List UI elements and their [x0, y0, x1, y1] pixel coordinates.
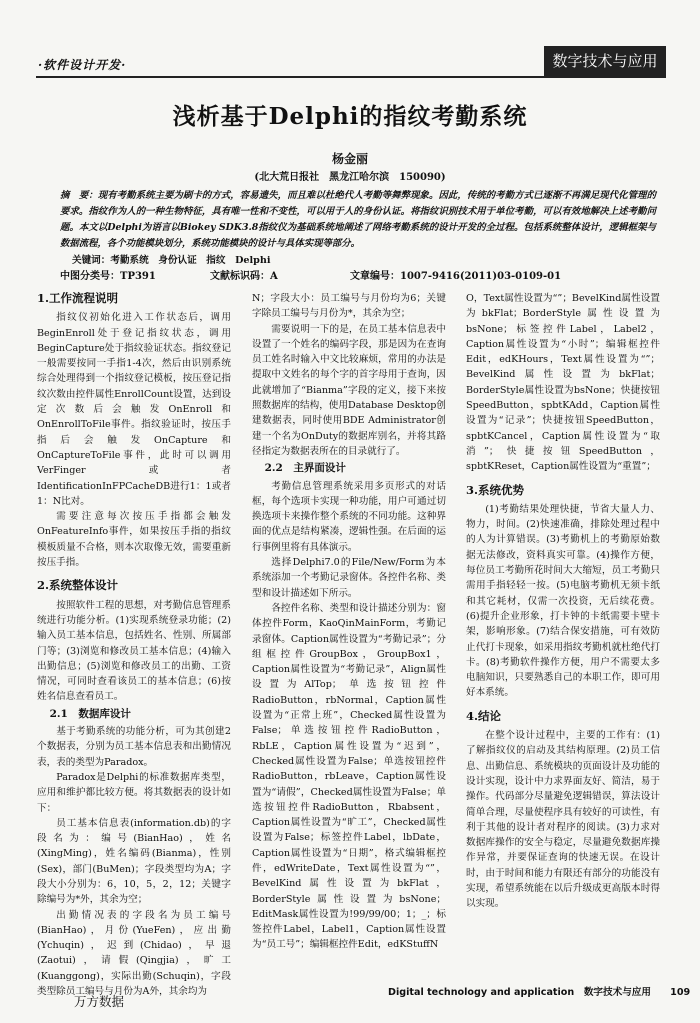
- abstract: 摘 要：现有考勤系统主要为刷卡的方式，容易遗失，而且难以杜绝代人考勤等舞弊现象。因此，传统的考勤方式已逐渐不再满足现代化管理的要求。指纹作为人的一种生物特征，具有唯一性和不变性，可以用于人的身份认证。将指纹识别技术用于单位考勤，可以有效地解决上述考勤问题。本文以Delphi为语言以Biokey SDK3.8指纹仪为基础系统地阐述了网络考勤系统的设计开发的全过程。包括系统整体设计，逻辑框架与数据流程，各个功能模块划分，系统功能模块的设计与具体实现等部分。: [60, 190, 656, 249]
- subsection-heading: 2.1 数据库设计: [49, 707, 131, 720]
- paragraph: Paradox是Delphi的标准数据库类型，应用和维护都比较方便。将其数据表的设计如下：: [37, 771, 231, 814]
- section-heading: 2.系统整体设计: [37, 578, 119, 593]
- paragraph: 员工基本信息表(information.db)的字段名为：编号(BianHao)，姓名(XingMing)，姓名编码(Bianma)，性别(Sex)，部门(BuMen)；字段类型均为A；字段大小分别为：6，10，5，2，12；关键字除编号为*外，其余为空；: [37, 817, 231, 906]
- paragraph: 基于考勤系统的功能分析，可为其创建2个数据表，分别为员工基本信息表和出勤情况表，表的类型为Paradox。: [37, 726, 231, 768]
- paragraph: (1)考勤结果处理快捷，节省大量人力、物力，时间。(2)快速准确，排除处理过程中的人为计算错误。(3)考勤机上的考勤原始数据无法修改，资料真实可靠。(4)操作方便，每位员工考勤所花时间大大缩短，员工考勤只需用手指轻轻一按。(5)电脑考勤机无须卡纸和其它耗材，仅需一次投资，无后续花费。(6)提升企业形象，打卡钟的卡纸需要卡壁卡架，影响形象。(7)结合保安措施，可有效防止代打卡现象，如采用指纹考勤机就杜绝代打卡。(8)考勤软件操作方便，用户不需要太多电脑知识，只要熟悉自己的本职工作，即可用好本系统。: [466, 503, 660, 699]
- keywords: 关键词：考勤系统 身份认证 指纹 Delphi: [72, 255, 271, 266]
- section-heading: 1.工作流程说明: [37, 291, 119, 305]
- section-heading: 3.系统优势: [466, 482, 525, 497]
- article-number: 文章编号：1007-9416(2011)03-0109-01: [350, 271, 562, 282]
- paragraph: 需要说明一下的是，在员工基本信息表中设置了一个姓名的编码字段，那是因为在查询员工姓名时输入中文比较麻烦，常用的办法是提取中文姓名的每个字的首字母用于查询，因此就增加了“Bianma”字段的定义，接下来按照数据库的结构，使用Database Desktop创建数据表，同时使用BDE Administrator创建一个名为OnDuty的数据库别名，并将其路径指定为数据表所在的目录就行了。: [252, 323, 446, 457]
- journal-footer: Digital technology and application 数字技术与应用 109: [388, 987, 691, 998]
- paragraph: 在整个设计过程中，主要的工作有：(1)了解指纹仪的启动及其结构原理。(2)员工信息、出勤信息、系统模块的页面设计及功能的设计实现，设计中力求界面友好、简洁，易于操作。代码部分尽量避免逻辑错误，算法设计简单合理，尽量使程序具有较好的可读性，有利于其他的设计者对程序的阅读。(3)力求对数据库操作的安全与稳定，尽量避免数据库操作异常，并要保证查询的快速无误。在设计时，由于时间和能力有限还有部分的功能没有实现，希望系统能在以后升级成更高版本时得以实现。: [466, 730, 660, 910]
- watermark: 万方数据: [74, 994, 125, 1009]
- paragraph: N；字段大小：员工编号与月份均为6；关键字除员工编号与月份为*，其余为空；: [252, 293, 446, 320]
- column-2: [252, 291, 446, 971]
- paragraph: 选择Delphi7.0的File/New/Form为本系统添加一个考勤记录窗体。各控件名称、类型和设计描述如下所示。: [252, 557, 446, 599]
- journal-badge: 数字技术与应用: [544, 46, 666, 76]
- section-label: ·软件设计开发·: [38, 58, 127, 72]
- paragraph: 出勤情况表的字段名为员工编号(BianHao)，月份(YueFen)，应出勤(Ychuqin)，迟到(Chidao)，早退(Zaotui)，请假(Qingjia)，旷工(Kuanggong)，实际出勤(Schuqin)，字段类型除员工编号与月份为A外，其余均为: [37, 909, 231, 998]
- affiliation: (北大荒日报社 黑龙江哈尔滨 150090): [254, 172, 446, 183]
- paragraph: O，Text属性设置为“”；BevelKind属性设置为bkFlat；BorderStyle属性设置为bsNone；标签控件Label，Label2，Caption属性设置为“小时”；编辑框控件Edit，edKHours，Text属性设置为“”；BevelKind属性设置为bkFlat；BorderStyle属性设置为bsNone；快捷按钮SpeedButton，spbtKAdd，Caption属性设置为“记录”；快捷按钮SpeedButton，spbtKCancel，Caption属性设置为“取消”；快捷按钮SpeedButton，spbtKReset，Caption属性设置为“重置”；: [466, 293, 660, 473]
- paragraph: 各控件名称、类型和设计描述分别为：窗体控件Form，KaoQinMainForm，考勤记录窗体。Caption属性设置为“考勤记录”；分组框控件GroupBox，GroupBox1，Caption属性设置为“考勤记录”，Align属性设置为AlTop；单选按钮控件RadioButton，rbNormal，Caption属性设置为“正常上班”，Checked属性设置为False；单选按钮控件RadioButton，RbLE，Caption属性设置为“迟到”，Checked属性设置为False；单选按钮控件RadioButton，rbLeave，Caption属性设置为“请假”，Checked属性设置为False；单选按钮控件RadioButton，Rbabsent，Caption属性设置为“旷工”，Checked属性设置为False；标签控件Label，lbDate，Caption属性设置为“日期”，格式编辑框控件，edWriteDate，Text属性设置为“”，BevelKind属性设置为bkFlat，BorderStyle属性设置为bsNone；EditMask属性设置为!99/99/00；1；_；标签控件Label，Label1，Caption属性设置为“员工号”；编辑框控件Edit，edKStuffN: [252, 602, 446, 951]
- paragraph: 考勤信息管理系统采用多页形式的对话框，每个选项卡实现一种功能，用户可通过切换选项卡来操作整个系统的不同功能。这种界面的优点是结构紧凑，逻辑性强。在后面的运行事例里将有具体演示。: [252, 480, 446, 553]
- paragraph: 指纹仪初始化进入工作状态后，调用BeginEnroll处于登记指纹状态，调用BeginCapture处于指纹验证状态。指纹登记一般需要按同一手指1-4次，然后由识别系统综合处理得到一个指纹登记模板，按压登记指纹次数由控件属性EnrollCount设置，达到设定次数后会触发OnEnroll和OnEnrollToFile事件。指纹验证时，按压手指后会触发OnCapture和OnCaptureToFile事件，此时可以调用VerFinger或者IdentificationInFPCacheDB进行1：1或者1：N比对。: [37, 312, 231, 507]
- clc-number: 中图分类号：TP391: [60, 271, 156, 282]
- paragraph: 按照软件工程的思想，对考勤信息管理系统进行功能分析。(1)实现系统登录功能；(2)输入员工基本信息，包括姓名、性别、所属部门等；(3)浏览和修改员工基本信息；(4)输入出勤信息；(5)浏览和修改员工的出勤、工资情况，可同时查看该员工的基本信息；(6)按姓名信息查看员工。: [37, 599, 231, 703]
- subsection-heading: 2.2 主界面设计: [264, 462, 346, 475]
- section-heading: 4.结论: [466, 708, 502, 723]
- paragraph: 需要注意每次按压手指都会触发OnFeatureInfo事件，如果按压手指的指纹模板质量不合格，则本次取像无效，需要重新按压手指。: [37, 511, 231, 569]
- column-3: [466, 291, 660, 971]
- article-title: 浅析基于Delphi的指纹考勤系统: [172, 103, 528, 130]
- column-1: [37, 291, 231, 998]
- header-rule: [36, 76, 666, 78]
- author: 杨金丽: [331, 152, 368, 166]
- document-code: 文献标识码：A: [210, 271, 278, 282]
